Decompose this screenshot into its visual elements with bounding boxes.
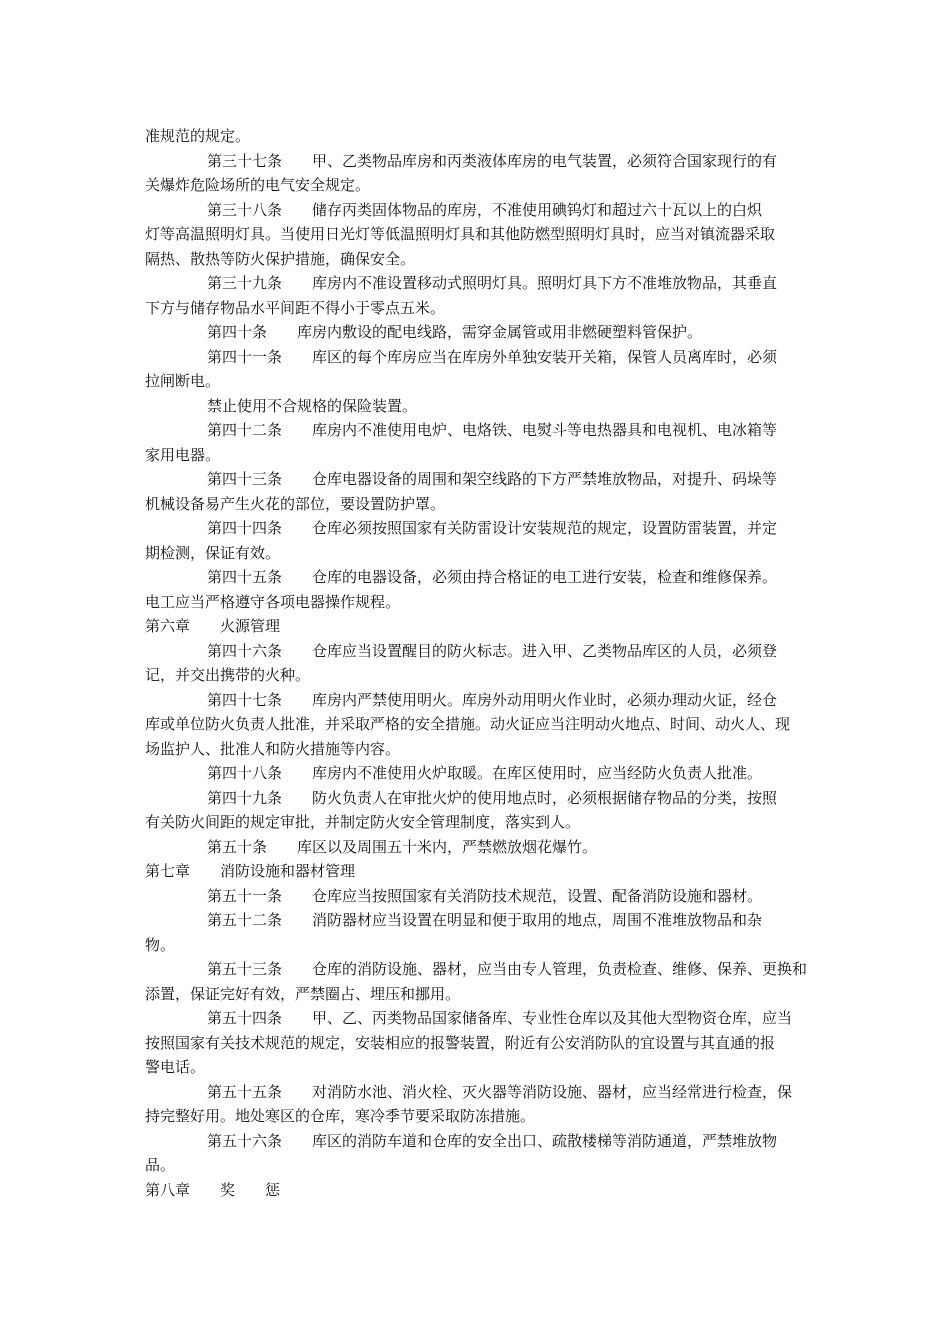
- article-number: 第五十一条: [207, 886, 283, 905]
- article-number: 第四十三条: [207, 470, 283, 488]
- article-number: 第三十七条: [207, 151, 283, 170]
- article-text: 库房内敷设的配电线路，需穿金属管或用非燃硬塑料管保护。: [297, 323, 703, 341]
- article-number: 第四十九条: [207, 788, 283, 807]
- article-number: 第四十六条: [207, 641, 283, 660]
- chapter-title: 火源管理: [220, 617, 281, 635]
- article-text: 甲、乙、丙类物品国家储备库、专业性仓库以及其他大型物资仓库，应当: [312, 1009, 793, 1027]
- text-line: 家用电器。: [145, 445, 221, 464]
- text-line: 场监护人、批准人和防火措施等内容。: [145, 739, 401, 758]
- article-55: [145, 1080, 810, 1105]
- article-39: [145, 271, 810, 296]
- article-text: 仓库电器设备的周围和架空线路的下方严禁堆放物品，对提升、码垛等: [312, 470, 778, 488]
- article-text: 仓库的消防设施、器材，应当由专人管理，负责检查、维修、保养、更换和: [312, 960, 808, 978]
- article-56: [145, 1129, 810, 1154]
- article-49: [145, 786, 810, 811]
- article-number: 第三十九条: [207, 274, 283, 292]
- chapter-6-heading: [145, 614, 810, 639]
- article-text: 库区以及周围五十米内，严禁燃放烟花爆竹。: [297, 837, 598, 856]
- article-47: [145, 688, 810, 713]
- chapter-number: 第八章: [145, 1180, 191, 1199]
- article-text: 甲、乙类物品库房和丙类液体库房的电气装置，必须符合国家现行的有: [312, 151, 778, 170]
- article-text: 库区的每个库房应当在库房外单独安装开关箱，保管人员离库时，必须: [312, 347, 778, 366]
- text-line: 禁止使用不合规格的保险装置。: [207, 396, 418, 415]
- article-number: 第五十条: [207, 837, 268, 856]
- article-50: [145, 835, 810, 860]
- text-line: 期检测，保证有效。: [145, 543, 281, 562]
- article-text: 防火负责人在审批火炉的使用地点时，必须根据储存物品的分类，按照: [312, 788, 778, 807]
- article-42: [145, 418, 810, 443]
- article-text: 仓库的电器设备，必须由持合格证的电工进行安装，检查和维修保养。: [312, 568, 778, 586]
- article-text: 仓库应当按照国家有关消防技术规范，设置、配备消防设施和器材。: [312, 886, 763, 905]
- text-line: 品。: [145, 1156, 176, 1174]
- article-text: 库房内不准使用火炉取暖。在库区使用时，应当经防火负责人批准。: [312, 764, 763, 782]
- article-text: 消防器材应当设置在明显和便于取用的地点，周围不准堆放物品和杂: [312, 911, 763, 929]
- article-48: [145, 761, 810, 786]
- chapter-8-heading: [145, 1178, 810, 1203]
- text-line: 按照国家有关技术规范的规定，安装相应的报警装置，附近有公安消防队的宜设置与其直通的报: [145, 1033, 776, 1052]
- text-line: 关爆炸危险场所的电气安全规定。: [145, 176, 371, 194]
- article-number: 第四十四条: [207, 519, 283, 537]
- text-line: 隔热、散热等防火保护措施，确保安全。: [145, 249, 416, 268]
- article-number: 第四十八条: [207, 764, 283, 782]
- text-line: 库或单位防火负责人批准，并采取严格的安全措施。动火证应当注明动火地点、时间、动火人、现: [145, 715, 791, 733]
- article-53: [145, 957, 810, 982]
- article-44: [145, 516, 810, 541]
- article-number: 第四十条: [207, 323, 268, 341]
- article-number: 第四十五条: [207, 568, 283, 586]
- text-line: 下方与储存物品水平间距不得小于零点五米。: [145, 298, 446, 317]
- chapter-7-heading: [145, 859, 810, 884]
- article-number: 第五十四条: [207, 1009, 283, 1027]
- article-number: 第四十一条: [207, 347, 283, 366]
- text-line: 记，并交出携带的火种。: [145, 666, 311, 684]
- article-38: [145, 198, 810, 223]
- text-line: 电工应当严格遵守各项电器操作规程。: [145, 592, 401, 611]
- text-line: 灯等高温照明灯具。当使用日光灯等低温照明灯具和其他防燃型照明灯具时，应当对镇流器采取: [145, 225, 776, 243]
- article-text: 库区的消防车道和仓库的安全出口、疏散楼梯等消防通道，严禁堆放物: [312, 1131, 778, 1150]
- article-text: 库房内严禁使用明火。库房外动用明火作业时，必须办理动火证，经仓: [312, 690, 778, 709]
- text-line: 机械设备易产生火花的部位，要设置防护罩。: [145, 494, 446, 513]
- article-text: 对消防水池、消火栓、灭火器等消防设施、器材，应当经常进行检查，保: [312, 1082, 793, 1101]
- text-line: 持完整好用。地处寒区的仓库，寒冷季节要采取防冻措施。: [145, 1107, 536, 1125]
- article-number: 第四十二条: [207, 421, 283, 439]
- text-line: 警电话。: [145, 1058, 206, 1076]
- article-51: [145, 884, 810, 909]
- article-number: 第五十二条: [207, 911, 283, 929]
- article-number: 第四十七条: [207, 690, 283, 709]
- text-line: 有关防火间距的规定审批，并制定防火安全管理制度，落实到人。: [145, 813, 581, 831]
- text-line: 添置，保证完好有效，严禁圈占、埋压和挪用。: [145, 984, 461, 1003]
- article-46: [145, 639, 810, 664]
- article-text: 库房内不准设置移动式照明灯具。照明灯具下方不准堆放物品，其垂直: [312, 274, 778, 292]
- article-text: 储存丙类固体物品的库房，不准使用碘钨灯和超过六十瓦以上的白炽: [312, 200, 763, 219]
- article-41: [145, 345, 810, 370]
- text-line: 准规范的规定。: [145, 127, 251, 145]
- text-line: 拉闸断电。: [145, 372, 221, 390]
- chapter-number: 第七章: [145, 862, 191, 880]
- article-text: 仓库应当设置醒目的防火标志。进入甲、乙类物品库区的人员，必须登: [312, 641, 778, 660]
- article-number: 第五十六条: [207, 1131, 283, 1150]
- article-54: [145, 1006, 810, 1031]
- article-text: 库房内不准使用电炉、电烙铁、电熨斗等电热器具和电视机、电冰箱等: [312, 421, 778, 439]
- article-52: [145, 908, 810, 933]
- article-37: [145, 149, 810, 174]
- article-45: [145, 565, 810, 590]
- chapter-title: 奖 惩: [220, 1180, 281, 1199]
- article-number: 第五十三条: [207, 960, 283, 978]
- document-page: [145, 124, 810, 1202]
- article-text: 仓库必须按照国家有关防雷设计安装规范的规定，设置防雷装置，并定: [312, 519, 778, 537]
- article-43: [145, 467, 810, 492]
- text-line: 物。: [145, 935, 176, 954]
- chapter-title: 消防设施和器材管理: [220, 862, 356, 880]
- article-number: 第五十五条: [207, 1082, 283, 1101]
- article-number: 第三十八条: [207, 200, 283, 219]
- article-40: [145, 320, 810, 345]
- chapter-number: 第六章: [145, 617, 191, 635]
